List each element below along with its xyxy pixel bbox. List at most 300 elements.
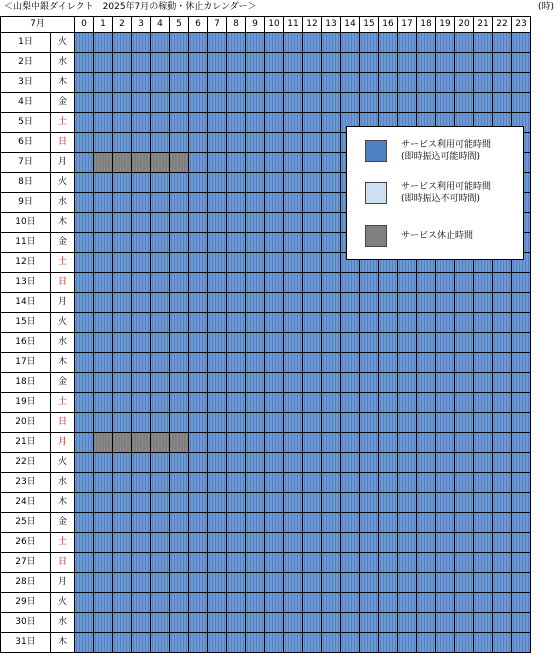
hour-cell-available: [132, 493, 151, 513]
weekday-label: 火: [51, 313, 75, 333]
hour-cell-available: [189, 273, 208, 293]
hour-cell-available: [208, 33, 227, 53]
hour-cell-available: [493, 433, 512, 453]
hour-cell-available: [322, 233, 341, 253]
hour-cell-available: [360, 93, 379, 113]
hour-cell-available: [208, 413, 227, 433]
hour-cell-available: [398, 433, 417, 453]
day-row: [1, 593, 531, 613]
hour-cell-available: [360, 313, 379, 333]
hour-cell-available: [170, 253, 189, 273]
hour-cell-available: [132, 593, 151, 613]
hour-cell-available: [151, 93, 170, 113]
hour-cell-available: [208, 173, 227, 193]
weekday-label: 木: [51, 213, 75, 233]
hour-cell-available: [398, 613, 417, 633]
hour-cell-available: [512, 73, 531, 93]
day-label: 3日: [1, 73, 51, 93]
hour-cell-available: [322, 453, 341, 473]
hour-cell-available: [170, 353, 189, 373]
day-label: 28日: [1, 573, 51, 593]
hour-cell-available: [208, 73, 227, 93]
hour-cell-available: [75, 593, 94, 613]
legend-no-transfer-line1: サービス利用可能時間: [401, 182, 492, 192]
hour-cell-available: [417, 573, 436, 593]
hour-cell-available: [398, 513, 417, 533]
hour-cell-available: [303, 633, 322, 653]
hour-cell-available: [94, 553, 113, 573]
hour-cell-available: [170, 493, 189, 513]
hour-cell-available: [189, 33, 208, 53]
weekday-label: 木: [51, 73, 75, 93]
hour-cell-available: [151, 533, 170, 553]
hour-cell-available: [455, 333, 474, 353]
hour-cell-available: [303, 393, 322, 413]
hour-cell-available: [208, 153, 227, 173]
hour-cell-available: [436, 413, 455, 433]
hour-cell-available: [360, 33, 379, 53]
hour-cell-available: [322, 633, 341, 653]
hour-cell-available: [455, 413, 474, 433]
hour-cell-available: [303, 433, 322, 453]
hour-cell-available: [284, 473, 303, 493]
hour-cell-available: [379, 393, 398, 413]
hour-cell-available: [379, 33, 398, 53]
weekday-label: 火: [51, 33, 75, 53]
hour-cell-available: [474, 553, 493, 573]
hour-cell-available: [170, 213, 189, 233]
legend-available-line2: (即時振込可能時間): [401, 152, 481, 162]
legend-box: [346, 126, 524, 260]
hour-cell-available: [303, 413, 322, 433]
hour-cell-available: [151, 53, 170, 73]
hour-cell-available: [246, 493, 265, 513]
hour-cell-available: [75, 293, 94, 313]
hour-cell-available: [379, 333, 398, 353]
hour-cell-available: [455, 33, 474, 53]
weekday-label: 土: [51, 393, 75, 413]
weekday-label: 水: [51, 473, 75, 493]
hour-cell-available: [208, 293, 227, 313]
hour-cell-available: [398, 353, 417, 373]
hour-cell-available: [512, 93, 531, 113]
hour-cell-available: [436, 553, 455, 573]
hour-cell-available: [341, 633, 360, 653]
hour-cell-available: [227, 173, 246, 193]
hour-cell-available: [360, 553, 379, 573]
hour-cell-available: [284, 213, 303, 233]
hour-cell-available: [227, 93, 246, 113]
hour-cell-available: [208, 133, 227, 153]
day-label: 14日: [1, 293, 51, 313]
hour-cell-available: [360, 533, 379, 553]
hour-cell-available: [436, 373, 455, 393]
hour-cell-available: [322, 493, 341, 513]
hour-cell-available: [132, 373, 151, 393]
hour-cell-available: [113, 173, 132, 193]
hour-cell-available: [113, 393, 132, 413]
hour-cell-available: [322, 133, 341, 153]
hour-cell-available: [322, 273, 341, 293]
day-label: 27日: [1, 553, 51, 573]
hour-cell-available: [208, 213, 227, 233]
hour-header-22: 22: [493, 17, 512, 33]
hour-cell-available: [208, 93, 227, 113]
hour-cell-available: [113, 73, 132, 93]
hour-cell-available: [94, 53, 113, 73]
hour-cell-available: [265, 93, 284, 113]
hour-cell-available: [455, 453, 474, 473]
hour-cell-available: [94, 213, 113, 233]
hour-cell-available: [246, 413, 265, 433]
hour-cell-available: [512, 293, 531, 313]
hour-header-5: 5: [170, 17, 189, 33]
hour-cell-available: [94, 313, 113, 333]
hour-cell-available: [113, 593, 132, 613]
hour-cell-available: [341, 553, 360, 573]
hour-cell-available: [360, 493, 379, 513]
hour-cell-available: [94, 393, 113, 413]
hour-cell-available: [493, 33, 512, 53]
hour-cell-available: [341, 53, 360, 73]
page-title: ＜山梨中銀ダイレクト 2025年7月の稼動・休止カレンダー＞: [4, 2, 257, 12]
hour-cell-available: [170, 313, 189, 333]
hour-cell-available: [341, 333, 360, 353]
hour-cell-available: [132, 233, 151, 253]
day-row: [1, 353, 531, 373]
hour-cell-available: [189, 613, 208, 633]
hour-header-21: 21: [474, 17, 493, 33]
hour-cell-available: [227, 613, 246, 633]
hour-cell-stopped: [94, 153, 113, 173]
weekday-label: 木: [51, 493, 75, 513]
hour-cell-available: [265, 553, 284, 573]
hour-cell-available: [246, 633, 265, 653]
hour-cell-available: [436, 513, 455, 533]
hour-cell-available: [493, 513, 512, 533]
hour-cell-available: [94, 413, 113, 433]
hour-cell-available: [455, 553, 474, 573]
hour-header-17: 17: [398, 17, 417, 33]
day-row: [1, 473, 531, 493]
hour-cell-available: [322, 593, 341, 613]
hour-cell-available: [151, 393, 170, 413]
hour-cell-available: [151, 133, 170, 153]
hour-cell-available: [189, 313, 208, 333]
hour-cell-available: [379, 273, 398, 293]
hour-cell-available: [75, 33, 94, 53]
day-row: [1, 453, 531, 473]
hour-cell-available: [246, 293, 265, 313]
hour-cell-available: [455, 313, 474, 333]
hour-cell-available: [341, 293, 360, 313]
hour-cell-available: [512, 453, 531, 473]
hour-cell-available: [284, 93, 303, 113]
hour-cell-available: [170, 413, 189, 433]
hour-cell-available: [284, 173, 303, 193]
hour-cell-available: [170, 593, 189, 613]
hour-cell-available: [417, 633, 436, 653]
hour-cell-available: [265, 513, 284, 533]
hour-cell-available: [398, 93, 417, 113]
hour-cell-available: [284, 393, 303, 413]
hour-cell-available: [455, 393, 474, 413]
hour-cell-available: [322, 253, 341, 273]
hour-cell-available: [75, 333, 94, 353]
hour-cell-available: [398, 593, 417, 613]
weekday-label: 水: [51, 613, 75, 633]
day-row: [1, 33, 531, 53]
hour-cell-available: [75, 493, 94, 513]
hour-cell-available: [75, 173, 94, 193]
hour-cell-available: [227, 433, 246, 453]
hour-cell-available: [75, 453, 94, 473]
hour-cell-available: [303, 493, 322, 513]
hour-cell-available: [246, 533, 265, 553]
hour-cell-available: [132, 193, 151, 213]
weekday-label: 火: [51, 593, 75, 613]
hour-cell-available: [455, 573, 474, 593]
hour-cell-available: [208, 633, 227, 653]
hour-cell-available: [208, 433, 227, 453]
hour-cell-available: [151, 553, 170, 573]
hour-cell-available: [170, 573, 189, 593]
hour-cell-available: [189, 553, 208, 573]
hour-cell-available: [265, 473, 284, 493]
hour-cell-available: [493, 273, 512, 293]
hour-cell-available: [474, 493, 493, 513]
hour-cell-available: [227, 473, 246, 493]
hour-cell-available: [151, 373, 170, 393]
hour-cell-available: [436, 433, 455, 453]
hour-cell-available: [474, 573, 493, 593]
hour-cell-available: [151, 73, 170, 93]
hour-cell-available: [360, 433, 379, 453]
hour-cell-available: [75, 373, 94, 393]
hour-cell-available: [379, 573, 398, 593]
hour-cell-available: [189, 73, 208, 93]
hour-cell-available: [512, 53, 531, 73]
hour-cell-available: [360, 513, 379, 533]
hour-cell-available: [379, 513, 398, 533]
hour-cell-available: [303, 173, 322, 193]
day-label: 19日: [1, 393, 51, 413]
hour-cell-stopped: [170, 433, 189, 453]
hour-cell-available: [189, 593, 208, 613]
hour-cell-available: [379, 613, 398, 633]
hour-cell-available: [360, 393, 379, 413]
hour-cell-available: [189, 393, 208, 413]
hour-cell-available: [398, 313, 417, 333]
hour-cell-available: [189, 473, 208, 493]
hour-cell-available: [417, 73, 436, 93]
hour-cell-available: [246, 613, 265, 633]
hour-cell-available: [474, 593, 493, 613]
hour-cell-available: [436, 353, 455, 373]
hour-cell-available: [284, 453, 303, 473]
hour-cell-available: [113, 573, 132, 593]
hour-header-15: 15: [360, 17, 379, 33]
hour-cell-stopped: [94, 433, 113, 453]
hour-cell-available: [132, 473, 151, 493]
hour-cell-available: [284, 73, 303, 93]
hour-cell-available: [322, 333, 341, 353]
weekday-label: 金: [51, 93, 75, 113]
hour-cell-available: [113, 493, 132, 513]
hour-cell-available: [132, 293, 151, 313]
hour-cell-available: [227, 193, 246, 213]
hour-cell-available: [208, 473, 227, 493]
hour-cell-available: [303, 73, 322, 93]
hour-cell-available: [436, 493, 455, 513]
hour-cell-available: [417, 453, 436, 473]
hour-cell-available: [512, 273, 531, 293]
hour-cell-available: [303, 193, 322, 213]
hour-cell-available: [417, 433, 436, 453]
hour-cell-available: [493, 533, 512, 553]
hour-cell-available: [227, 293, 246, 313]
hour-cell-available: [113, 113, 132, 133]
day-label: 29日: [1, 593, 51, 613]
hour-cell-available: [246, 433, 265, 453]
hour-cell-available: [132, 573, 151, 593]
hour-cell-available: [189, 513, 208, 533]
hour-cell-available: [227, 233, 246, 253]
weekday-label: 木: [51, 353, 75, 373]
legend-text-no-transfer: [401, 181, 491, 205]
hour-cell-available: [113, 513, 132, 533]
hour-cell-available: [189, 213, 208, 233]
hour-cell-available: [94, 233, 113, 253]
hour-cell-available: [113, 533, 132, 553]
hour-cell-available: [94, 173, 113, 193]
legend-item-available: [365, 139, 491, 163]
day-row: [1, 573, 531, 593]
hour-cell-available: [284, 293, 303, 313]
hour-cell-available: [512, 333, 531, 353]
hour-cell-available: [265, 73, 284, 93]
hour-cell-available: [265, 253, 284, 273]
weekday-label: 月: [51, 433, 75, 453]
day-row: [1, 313, 531, 333]
hour-cell-available: [303, 613, 322, 633]
hour-cell-available: [398, 453, 417, 473]
hour-cell-available: [265, 233, 284, 253]
hour-cell-available: [189, 153, 208, 173]
calendar-table: [0, 16, 531, 653]
hour-cell-available: [227, 53, 246, 73]
hour-cell-available: [227, 133, 246, 153]
hour-cell-available: [113, 53, 132, 73]
hour-cell-available: [227, 393, 246, 413]
hour-cell-available: [341, 593, 360, 613]
hour-cell-available: [512, 313, 531, 333]
hour-cell-available: [227, 513, 246, 533]
hour-cell-available: [170, 613, 189, 633]
hour-cell-available: [341, 473, 360, 493]
hour-cell-available: [284, 313, 303, 333]
hour-cell-available: [246, 153, 265, 173]
hour-cell-available: [265, 533, 284, 553]
hour-cell-available: [151, 213, 170, 233]
hour-header-row: [1, 17, 531, 33]
hour-cell-available: [189, 453, 208, 473]
hour-cell-available: [189, 413, 208, 433]
hour-cell-available: [189, 293, 208, 313]
hour-header-10: 10: [265, 17, 284, 33]
hour-cell-available: [455, 93, 474, 113]
hour-cell-available: [75, 473, 94, 493]
hour-cell-available: [208, 553, 227, 573]
hour-cell-available: [189, 93, 208, 113]
hour-cell-available: [360, 73, 379, 93]
hour-header-9: 9: [246, 17, 265, 33]
legend-swatch-stop: [365, 225, 387, 247]
hour-cell-available: [360, 333, 379, 353]
hour-cell-available: [189, 493, 208, 513]
hour-cell-available: [170, 373, 189, 393]
hour-cell-available: [322, 93, 341, 113]
hour-cell-available: [265, 153, 284, 173]
day-label: 1日: [1, 33, 51, 53]
hour-cell-available: [417, 53, 436, 73]
day-row: [1, 373, 531, 393]
legend-item-stop: [365, 225, 473, 247]
hour-cell-available: [132, 633, 151, 653]
hour-cell-available: [360, 473, 379, 493]
weekday-label: 日: [51, 133, 75, 153]
hour-cell-available: [265, 633, 284, 653]
hour-cell-available: [417, 273, 436, 293]
hour-cell-available: [151, 193, 170, 213]
hour-cell-available: [113, 213, 132, 233]
hour-cell-available: [170, 133, 189, 153]
hour-cell-stopped: [113, 433, 132, 453]
hour-cell-available: [303, 473, 322, 493]
weekday-label: 水: [51, 193, 75, 213]
day-label: 11日: [1, 233, 51, 253]
hour-cell-available: [94, 633, 113, 653]
weekday-label: 水: [51, 333, 75, 353]
hour-cell-available: [493, 633, 512, 653]
hour-cell-available: [94, 533, 113, 553]
hour-cell-available: [417, 293, 436, 313]
hour-cell-available: [360, 53, 379, 73]
hour-cell-available: [132, 253, 151, 273]
hour-cell-available: [132, 53, 151, 73]
hour-header-23: 23: [512, 17, 531, 33]
day-row: [1, 433, 531, 453]
hour-header-2: 2: [113, 17, 132, 33]
hour-cell-available: [493, 593, 512, 613]
hour-cell-available: [246, 93, 265, 113]
hour-cell-available: [75, 273, 94, 293]
hour-cell-available: [493, 313, 512, 333]
hour-cell-available: [75, 613, 94, 633]
hour-cell-available: [341, 93, 360, 113]
hour-cell-available: [170, 333, 189, 353]
hour-cell-available: [189, 633, 208, 653]
hour-cell-available: [493, 413, 512, 433]
hour-cell-available: [398, 413, 417, 433]
hour-cell-available: [379, 413, 398, 433]
hour-cell-available: [398, 373, 417, 393]
day-row: [1, 553, 531, 573]
legend-text-stop: [401, 230, 473, 242]
hour-cell-available: [493, 393, 512, 413]
hour-cell-available: [341, 313, 360, 333]
hour-cell-available: [246, 513, 265, 533]
